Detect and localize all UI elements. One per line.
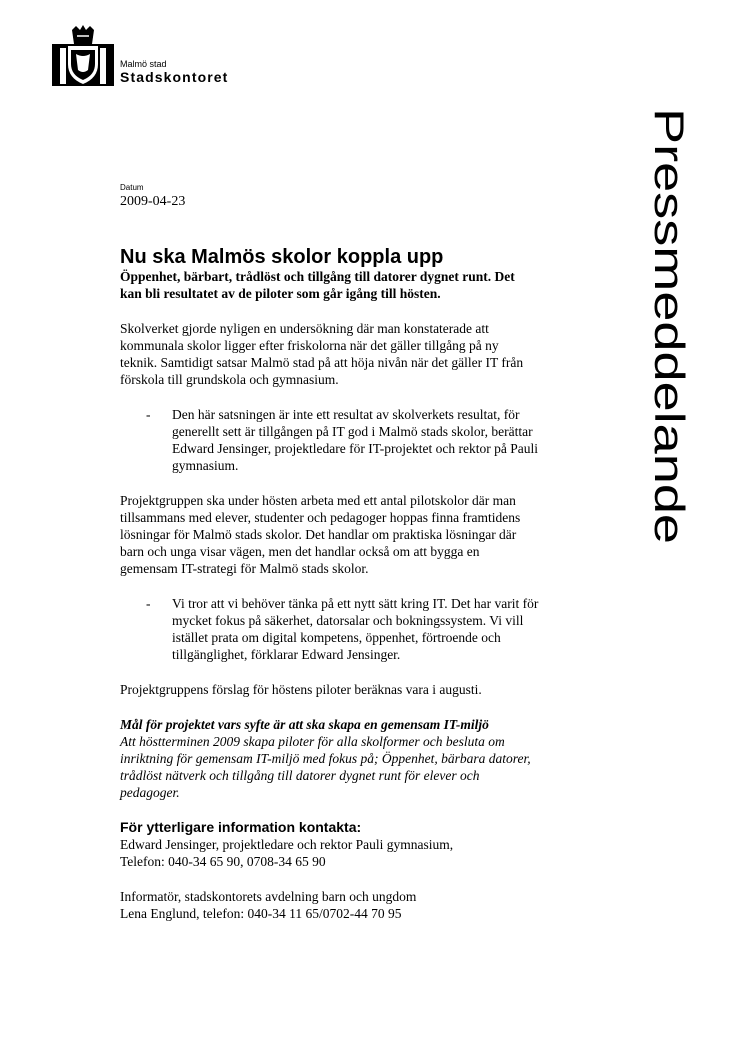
goal-line: Att höstterminen 2009 skapa piloter för alla skolformer och besluta om: [120, 734, 505, 749]
goal-section: [120, 716, 590, 801]
org-name-small: Malmö stad: [120, 59, 167, 69]
quote-dash: -: [146, 596, 151, 611]
paragraph-line: kommunala skolor ligger efter friskolorna när det gäller tillgång på ny: [120, 338, 499, 353]
quote-line: gymnasium.: [172, 458, 239, 473]
paragraph-1: [120, 320, 590, 388]
contact-line: Edward Jensinger, projektledare och rektor Pauli gymnasium,: [120, 837, 454, 852]
goal-line: trådlöst nätverk och tillgång till datorer dygnet runt för elever och: [120, 768, 480, 783]
quote-line: tillgänglighet, förklarar Edward Jensinger.: [172, 647, 401, 662]
quote-line: Edward Jensinger, projektledare för IT-projektet och rektor på Pauli: [172, 441, 538, 456]
pressmeddelande-label: [635, 108, 695, 548]
quote-1: [120, 406, 592, 474]
contact-section-2: [120, 888, 590, 922]
press-release-body: [120, 246, 590, 922]
paragraph-line: tillsammans med elever, studenter och pedagoger hoppas finna framtidens: [120, 510, 521, 525]
paragraph-line: teknik. Samtidigt satsar Malmö stad på att höja nivån när det gäller IT från: [120, 355, 524, 370]
paragraph-line: förskola till grundskola och gymnasium.: [120, 372, 339, 387]
quote-line: Den här satsningen är inte ett resultat av skolverkets resultat, för: [172, 407, 520, 422]
goal-heading: Mål för projektet vars syfte är att ska skapa en gemensam IT-miljö: [120, 717, 489, 732]
quote-line: mycket fokus på säkerhet, datorsalar och bokningssystem. Vi vill: [172, 613, 524, 628]
quote-line: istället prata om digital kompetens, öppenhet, förtroende och: [172, 630, 501, 645]
contact-line: Lena Englund, telefon: 040-34 11 65/0702-44 70 95: [120, 906, 402, 921]
paragraph-line: lösningar för Malmö stads skolor. Det handlar om praktiska lösningar där: [120, 527, 517, 542]
quote-line: generellt sett är tillgången på IT god i Malmö stads skolor, berättar: [172, 424, 533, 439]
org-name: Stadskontoret: [120, 69, 229, 85]
quote-line: Vi tror att vi behöver tänka på ett nytt sätt kring IT. Det har varit för: [172, 596, 539, 611]
lead-line-1: Öppenhet, bärbart, trådlöst och tillgång till datorer dygnet runt. Det: [120, 269, 515, 284]
paragraph-line: Skolverket gjorde nyligen en undersökning där man konstaterade att: [120, 321, 489, 336]
paragraph-2: [120, 492, 590, 577]
paragraph-line: Projektgruppen ska under hösten arbeta med ett antal pilotskolor där man: [120, 493, 516, 508]
paragraph-line: barn och unga visar vägen, men det handlar också om att bygga en: [120, 544, 480, 559]
date-value: 2009-04-23: [120, 194, 186, 209]
paragraph-3: Projektgruppens förslag för höstens piloter beräknas vara i augusti.: [120, 682, 482, 697]
lead-line-2: kan bli resultatet av de piloter som går igång till hösten.: [120, 286, 441, 301]
pressmeddelande-text: Pressmeddelande: [646, 108, 693, 447]
article-title: Nu ska Malmös skolor koppla upp: [120, 246, 444, 268]
paragraph-line: gemensam IT-strategi för Malmö stads skolor.: [120, 561, 369, 576]
quote-dash: -: [146, 407, 151, 422]
contact-line: Informatör, stadskontorets avdelning barn och ungdom: [120, 889, 417, 904]
goal-line: inriktning för gemensam IT-miljö med fokus på; Öppenhet, bärbara datorer,: [120, 751, 531, 766]
goal-line: pedagoger.: [120, 785, 180, 800]
contact-section: [120, 819, 590, 870]
contact-line: Telefon: 040-34 65 90, 0708-34 65 90: [120, 854, 326, 869]
contact-heading: För ytterligare information kontakta:: [120, 819, 362, 835]
malmo-stad-logo: [52, 24, 114, 86]
date-label: Datum: [120, 183, 144, 192]
quote-2: [120, 595, 592, 663]
